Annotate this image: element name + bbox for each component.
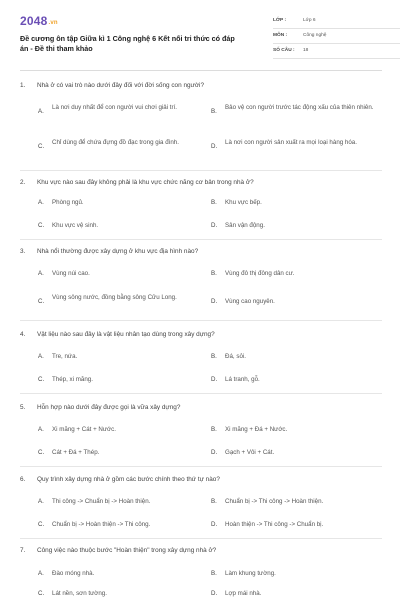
logo-text: 2048 [20, 14, 48, 28]
option-letter: C. [38, 376, 45, 383]
meta-key: SỐ CÂU : [273, 48, 295, 53]
question-number: 2. [20, 179, 26, 186]
option-text: Chỉ dùng để chứa đựng đồ đạc trong gia đình. [52, 139, 179, 146]
option-text: Vùng cao nguyên. [225, 298, 275, 305]
option-text: Là nơi duy nhất để con người vui chơi giải trí. [52, 104, 178, 111]
meta-value: Công nghệ [303, 33, 327, 38]
option-text: Lá tranh, gỗ. [225, 376, 260, 383]
meta-row-count [273, 44, 400, 59]
option-letter: D. [211, 222, 218, 229]
option-text: Khu vực vệ sinh. [52, 222, 99, 229]
question-number: 7. [20, 547, 26, 554]
option-letter: C. [38, 521, 45, 528]
option-letter: D. [211, 376, 218, 383]
question-separator [20, 466, 382, 467]
option-text: Chuẩn bị -> Hoàn thiện -> Thi công. [52, 521, 151, 528]
option-letter: C. [38, 590, 45, 597]
question-separator [20, 538, 382, 539]
worksheet-header [20, 14, 382, 62]
option-letter: A. [38, 270, 44, 277]
option-text: Xi măng + Cát + Nước. [52, 426, 116, 433]
option-letter: A. [38, 108, 44, 115]
option-letter: A. [38, 426, 44, 433]
option-letter: A. [38, 353, 44, 360]
option-text: Sân vận động. [225, 222, 265, 229]
option-letter: D. [211, 590, 218, 597]
option-text: Xi măng + Đá + Nước. [225, 426, 288, 433]
option-letter: B. [211, 426, 217, 433]
option-letter: D. [211, 449, 218, 456]
option-letter: D. [211, 143, 218, 150]
question-text: Khu vực nào sau đây không phải là khu vực chức năng cơ bản trong nhà ở? [37, 179, 254, 186]
meta-key: LỚP : [273, 18, 287, 23]
option-text: Vùng núi cao. [52, 270, 90, 277]
meta-row-grade [273, 14, 400, 29]
option-text: Khu vực bếp. [225, 199, 262, 206]
question-number: 6. [20, 476, 26, 483]
question-text: Nhà ở có vai trò nào dưới đây đối với đời sống con người? [37, 82, 204, 89]
option-letter: B. [211, 570, 217, 577]
document-title: Đề cương ôn tập Giữa kì 1 Công nghệ 6 Kết nối tri thức có đáp án - Đề thi tham khảo [20, 34, 235, 53]
question-separator [20, 170, 382, 171]
option-text: Cát + Đá + Thép. [52, 449, 100, 456]
option-letter: A. [38, 199, 44, 206]
option-letter: C. [38, 449, 45, 456]
option-letter: D. [211, 521, 218, 528]
question-separator [20, 239, 382, 240]
meta-value: Lớp 6 [303, 18, 316, 23]
header-divider [20, 70, 382, 71]
option-letter: C. [38, 143, 45, 150]
option-text: Đào móng nhà. [52, 570, 95, 577]
site-logo[interactable] [20, 14, 58, 28]
option-letter: B. [211, 353, 217, 360]
option-text: Phòng ngủ. [52, 199, 84, 206]
option-letter: A. [38, 498, 44, 505]
question-number: 4. [20, 331, 26, 338]
question-number: 1. [20, 82, 26, 89]
option-text: Hoàn thiện -> Thi công -> Chuẩn bị. [225, 521, 324, 528]
option-text: Vùng sông nước, đồng bằng sông Cửu Long. [52, 294, 177, 301]
option-letter: B. [211, 498, 217, 505]
question-number: 3. [20, 248, 26, 255]
option-letter: B. [211, 108, 217, 115]
option-text: Bảo vệ con người trước tác động xấu của thiên nhiên. [225, 104, 374, 111]
option-text: Lợp mái nhà. [225, 590, 262, 597]
meta-row-subject [273, 29, 400, 44]
question-number: 5. [20, 404, 26, 411]
question-text: Quy trình xây dựng nhà ở gồm các bước chính theo thứ tự nào? [37, 476, 220, 483]
option-text: Là nơi con người sản xuất ra mọi loại hàng hóa. [225, 139, 357, 146]
option-letter: D. [211, 298, 218, 305]
meta-key: MÔN : [273, 33, 288, 38]
option-text: Lát nền, sơn tường. [52, 590, 107, 597]
option-letter: A. [38, 570, 44, 577]
meta-value: 18 [303, 48, 309, 53]
option-text: Gạch + Vôi + Cát. [225, 449, 275, 456]
question-separator [20, 393, 382, 394]
option-text: Chuẩn bị -> Thi công -> Hoàn thiện. [225, 498, 324, 505]
option-text: Vùng đô thị đông dân cư. [225, 270, 295, 277]
option-letter: C. [38, 298, 45, 305]
option-text: Đá, sỏi. [225, 353, 246, 360]
meta-info-table [273, 14, 400, 59]
question-text: Vật liệu nào sau đây là vật liệu nhân tạo dùng trong xây dựng? [37, 331, 215, 338]
question-text: Hỗn hợp nào dưới đây được gọi là vữa xây dựng? [37, 404, 181, 411]
question-text: Công việc nào thuộc bước "Hoàn thiện" trong xây dựng nhà ở? [37, 547, 217, 554]
option-text: Làm khung tường. [225, 570, 276, 577]
question-text: Nhà nổi thường được xây dựng ở khu vực địa hình nào? [37, 248, 199, 255]
question-separator [20, 320, 382, 321]
option-text: Thép, xi măng. [52, 376, 93, 383]
option-letter: B. [211, 270, 217, 277]
option-text: Thi công -> Chuẩn bị -> Hoàn thiện. [52, 498, 151, 505]
option-letter: B. [211, 199, 217, 206]
option-letter: C. [38, 222, 45, 229]
option-text: Tre, nứa. [52, 353, 78, 360]
logo-suffix: .vn [48, 20, 58, 26]
